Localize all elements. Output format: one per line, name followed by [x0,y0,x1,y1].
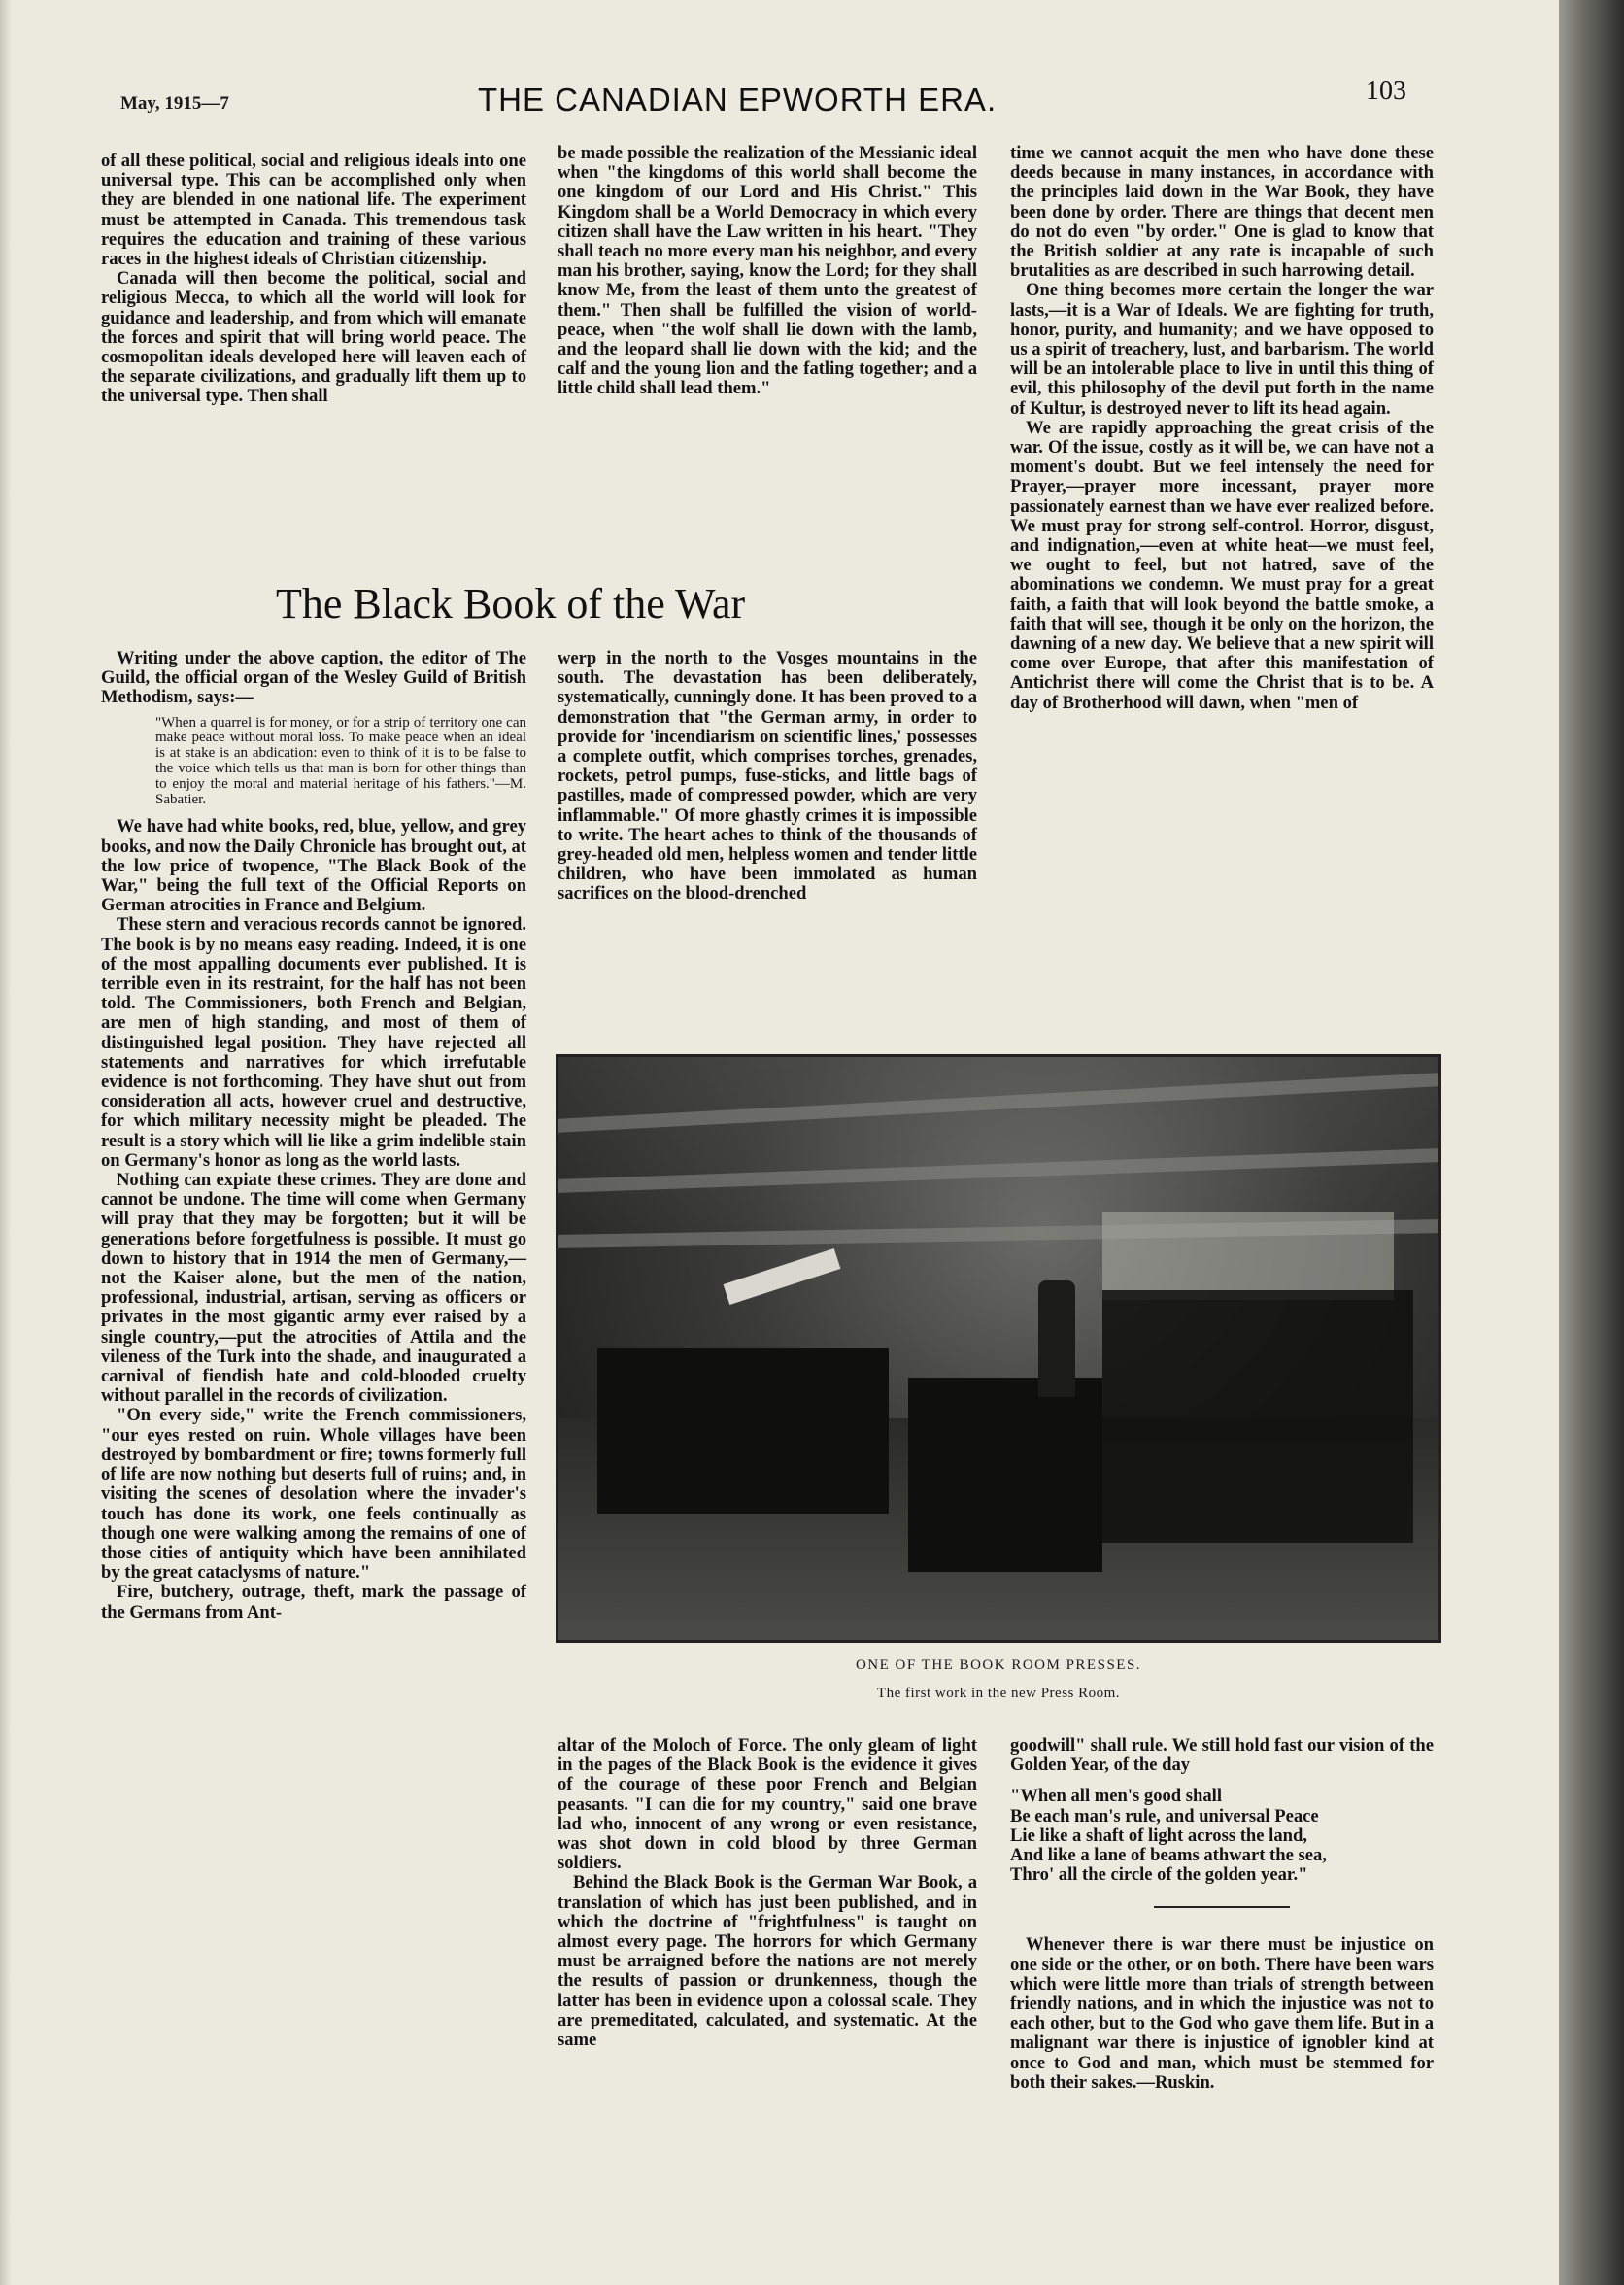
issue-date: May, 1915—7 [120,93,229,114]
sabatier-quote: "When a quarrel is for money, or for a strip of territory one can make peace without moral loss. To make peace when an ideal is at stake is an abdication: even to think of it is to be false to the voice which tells us that man is born for other things than to enjoy the moral and material heritage of his fathers."—M. Sabatier. [155,714,526,807]
paragraph: We have had white books, red, blue, yellow, and grey books, and now the Daily Chronicle has brought out, at the low price of twopence, "The Black Book of the War," being the full text of the Official Reports on German atrocities in France and Belgium. [101,816,526,916]
ceiling-beam [558,1148,1438,1193]
paragraph: Nothing can expiate these crimes. They are done and cannot be undone. The time will come when Germany will pray that they may be forgotten; but it will be generations before forgetfulness is possible. It must go down to history that in 1914 the men of Germany,—not the Kaiser alone, but the men of the nation, professional, industrial, artisan, serving as officers or privates in the most gigantic army ever raised by a single country,—put the atrocities of Attila and the vileness of the Turk into the shade, and inaugurated a carnival of fiendish hate and cold-blooded cruelty without parallel in the records of civilization. [101,1170,526,1407]
paragraph: werp in the north to the Vosges mountains in the south. The devastation has been deliberately, systematically, cunningly done. It has been proved to a demonstration that "the German army, in order to provide for 'incendiarism on scientific lines,' possesses a complete outfit, which comprises torches, grenades, rockets, petrol pumps, fuse-sticks, and little bags of pastilles, made of compressed powder, which are very inflammable." Of more ghastly crimes it is impossible to write. The heart aches to think of the thousands of grey-headed old men, helpless women and tender little children, who have been immolated as human sacrifices on the blood-drenched [558,648,977,904]
poem-line: Lie like a shaft of light across the land, [1010,1825,1307,1846]
article-column-2 [558,649,977,904]
poem-line: "When all men's good shall [1010,1786,1222,1807]
page-edge [0,0,12,2285]
article-column-2-bottom [558,1736,977,2050]
intro-paragraph: Writing under the above caption, the editor of The Guild, the official organ of the Wesley Guild of British Methodism, says:— [101,648,526,708]
book-binding [1559,0,1624,2285]
paragraph: goodwill" shall rule. We still hold fast our vision of the Golden Year, of the day [1010,1735,1434,1776]
ruskin-paragraph: Whenever there is war there must be injustice on one side or the other, or on both. There have been wars which were little more than trials of strength between friendly nations, and in which the injustice was not to each other, but to the God who gave them life. But in a malignant war there is injustice of ignobler kind at once to God and man, which must be stemmed for both their sakes.—Ruskin. [1010,1934,1434,2093]
paragraph: One thing becomes more certain the longer the war lasts,—it is a War of Ideals. We are fighting for truth, honor, purity, and humanity; and we have opposed to us a spirit of treachery, lust, and barbarism. The world will be an intolerable place to live in until this thing of evil, this philosophy of the devil put forth in the name of Kultur, is destroyed never to lift its head again. [1010,280,1434,419]
article-column-3 [1010,144,1434,713]
window-light [1102,1212,1394,1300]
press-room-photo [556,1054,1441,1643]
paragraph: Behind the Black Book is the German War Book, a translation of which has just been published, and in which the doctrine of "frightfulness" is taught on almost every page. The horrors for which Germany must be arraigned before the nations are not merely the results of passion or drunkenness, though the latter has been in evidence upon a colossal scale. They are premeditated, calculated, and systematic. At the same [558,1872,977,2051]
paragraph: be made possible the realization of the Messianic ideal when "the kingdoms of this world shall become the one kingdom of our Lord and His Christ." This Kingdom shall be a World Democracy in which every citizen shall have the Law written in his heart. "They shall teach no more every man his neighbor, and every man his brother, saying, know the Lord; for they shall know Me, from the least of them unto the greatest of them." Then shall be fulfilled the vision of world-peace, when "the wolf shall lie down with the lamb, and the leopard shall lie down with the kid; and the calf and the young lion and the fatling together; and a little child shall lead them." [558,143,977,399]
press-machine [597,1348,889,1514]
press-machine [1102,1290,1413,1543]
article-headline: The Black Book of the War [276,580,746,628]
top-column-2 [558,144,977,399]
poem-line: Thro' all the circle of the golden year." [1010,1864,1308,1886]
paragraph: We are rapidly approaching the great crisis of the war. Of the issue, costly as it will be, we can have not a moment's doubt. But we feel intensely the need for Prayer,—prayer more incessant, prayer more passionately earnest than we have ever realized before. We must pray for strong self-control. Horror, disgust, and indignation,—even at white heat—we must feel, we ought to feel, but not hatred, save of the abominations we condemn. We must pray for a great faith, a faith that will look beyond the battle smoke, a faith that will see, though it be only on the horizon, the dawning of a new day. We believe that a new spirit will come over Europe, that after this manifestation of Antichrist there will come the Christ that is to be. A day of Brotherhood will dawn, when "men of [1010,417,1434,713]
paragraph: time we cannot acquit the men who have done these deeds because in many instances, in accordance with the principles laid down in the War Book, they have been done by order. There are things that decent men do not do even "by order." One is glad to know that the British soldier at any rate is incapable of such brutalities as are described in such harrowing detail. [1010,143,1434,282]
paragraph: Canada will then become the political, social and religious Mecca, to which all the world will look for guidance and leadership, and from which will emanate the forces and spirit that will bring world peace. The cosmopolitan ideals developed here will leaven each of the separate civilizations, and gradually lift them up to the universal type. Then shall [101,268,526,407]
paragraph: Fire, butchery, outrage, theft, mark the passage of the Germans from Ant- [101,1582,526,1622]
magazine-title: THE CANADIAN EPWORTH ERA. [478,82,998,118]
paper-sheet [724,1248,841,1305]
paragraph: These stern and veracious records cannot be ignored. The book is by no means easy reading. Indeed, it is one of the most appalling documents ever published. It is terrible even in its restraint, for the half has not been told. The Commissioners, both French and Belgian, are men of high standing, and most of them of distinguished legal position. They have rejected all statements and narratives for which irrefutable evidence is not forthcoming. They have shut out from consideration all acts, however cruel and destructive, for which military necessity might be pleaded. The result is a story which will lie like a grim indelible stain on Germany's honor as long as the world lasts. [101,914,526,1171]
divider-rule [1154,1906,1290,1908]
tennyson-poem [1010,1787,1434,1885]
press-machine [908,1378,1102,1572]
top-column-1 [101,152,526,407]
poem-line: Be each man's rule, and universal Peace [1010,1805,1319,1826]
photo-subcaption: The first work in the new Press Room. [876,1686,1121,1701]
paragraph: of all these political, social and religious ideals into one universal type. This can be accomplished only when they are blended in one national life. The experiment must be attempted in Canada. This tremendous task requires the education and training of these various races in the highest ideals of Christian citizenship. [101,151,526,270]
poem-line: And like a lane of beams athwart the sea, [1010,1845,1327,1866]
article-column-3-bottom [1010,1736,1434,2093]
press-operator [1038,1280,1075,1397]
page-number: 103 [1366,76,1406,106]
article-column-1 [101,649,526,1622]
ceiling-beam [558,1073,1438,1132]
paragraph: altar of the Moloch of Force. The only gleam of light in the pages of the Black Book is the evidence it gives of the courage of these poor French and Belgian peasants. "I can die for my country," said one brave lad who, innocent of any wrong or even resistance, was shot down in cold blood by three German soldiers. [558,1735,977,1874]
paragraph: "On every side," write the French commissioners, "our eyes rested on ruin. Whole villages have been destroyed by bombardment or fire; towns formerly full of life are now nothing but deserts full of ruins; and, in visiting the scenes of desolation where the invader's touch has done its work, one feels continually as though one were walking among the remains of one of those cities of antiquity which have been annihilated by the great cataclysms of nature." [101,1405,526,1584]
photo-caption: ONE OF THE BOOK ROOM PRESSES. [855,1657,1142,1673]
